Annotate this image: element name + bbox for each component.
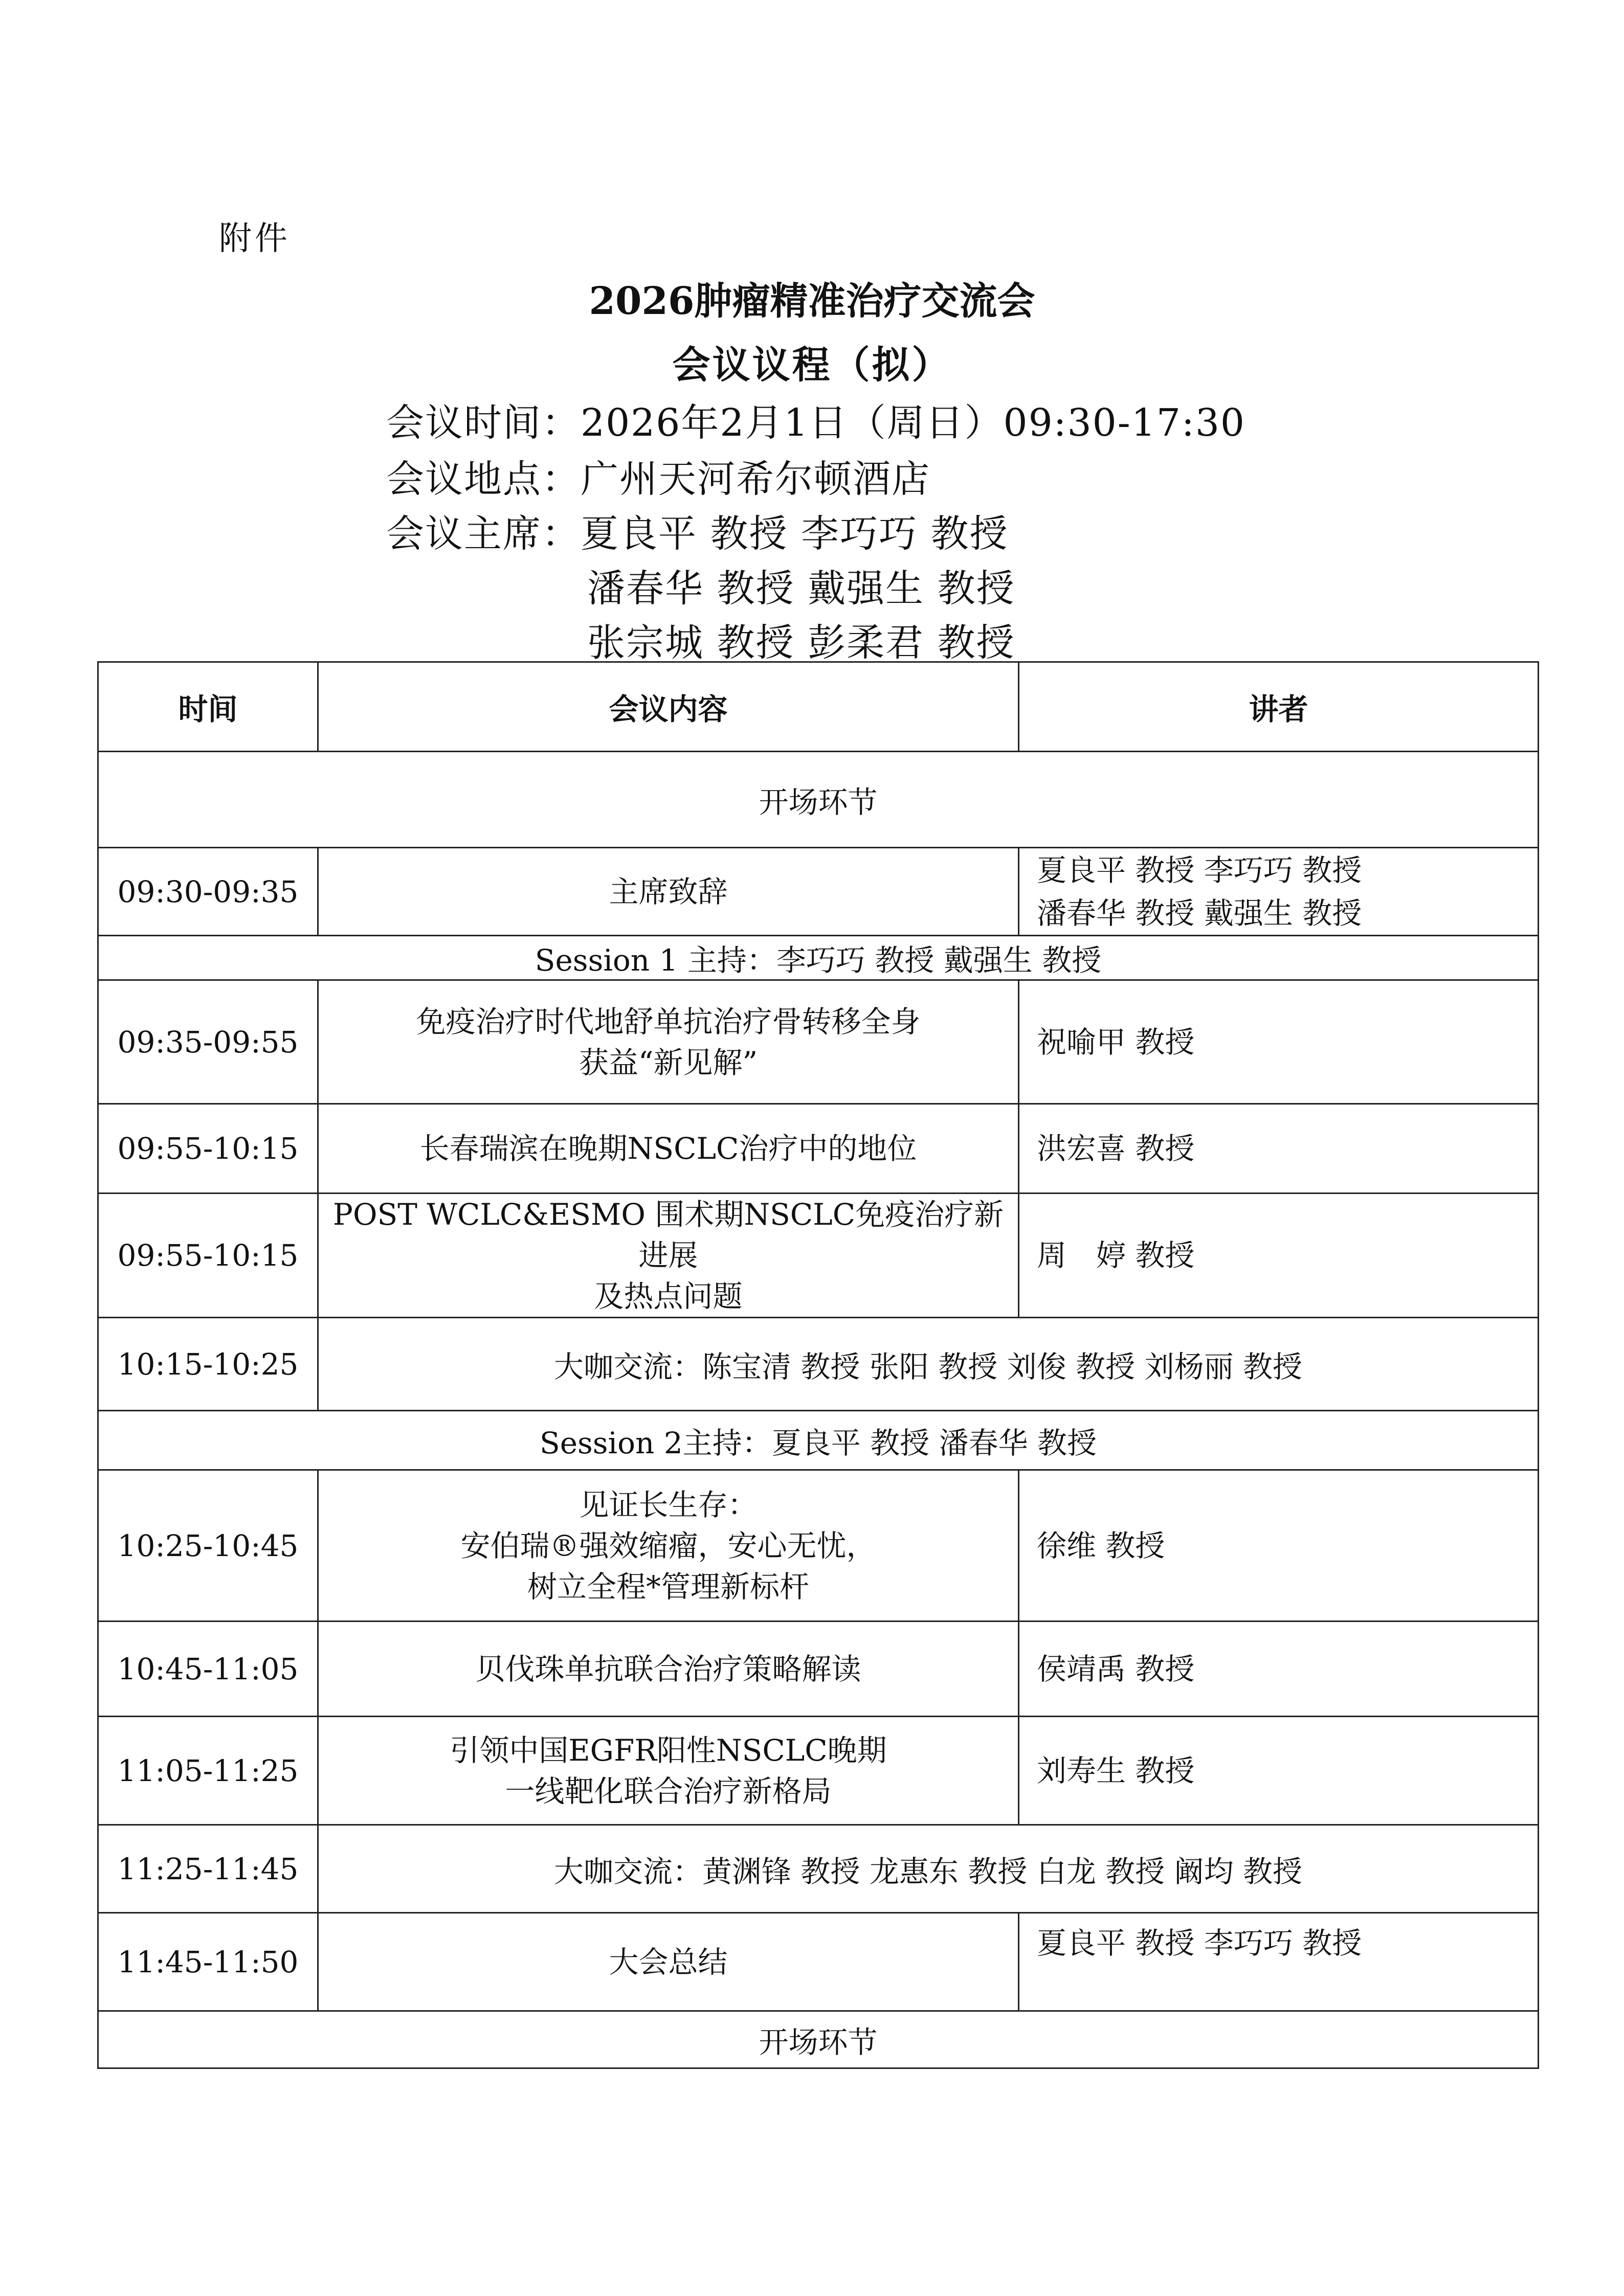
time-cell: 10:25-10:45 bbox=[98, 1470, 318, 1622]
meeting-chairs-line-3: 张宗城 教授 彭柔君 教授 bbox=[587, 621, 1015, 665]
time-cell: 11:45-11:50 bbox=[98, 1913, 318, 2011]
topic-cell bbox=[318, 1194, 1019, 1318]
section-title: 开场环节 bbox=[98, 752, 1539, 848]
time-cell: 11:25-11:45 bbox=[98, 1825, 318, 1913]
time-cell: 10:15-10:25 bbox=[98, 1318, 318, 1411]
topic-line: 获益“新见解” bbox=[579, 1045, 758, 1080]
topic-cell bbox=[318, 1470, 1019, 1622]
speaker-cell: 刘寿生 教授 bbox=[1019, 1717, 1539, 1825]
header-speaker: 讲者 bbox=[1019, 662, 1539, 752]
speaker-cell: 徐维 教授 bbox=[1019, 1470, 1539, 1622]
table-row bbox=[98, 1470, 1539, 1622]
speaker-cell: 洪宏喜 教授 bbox=[1019, 1104, 1539, 1194]
table-row bbox=[98, 1913, 1539, 2011]
meeting-time: 会议时间：2026年2月1日（周日）09:30-17:30 bbox=[386, 401, 1246, 445]
table-row bbox=[98, 1104, 1539, 1194]
speaker-cell: 周 婷 教授 bbox=[1019, 1194, 1539, 1318]
topic-line: 树立全程*管理新标杆 bbox=[527, 1569, 809, 1604]
topic-line: 一线靶化联合治疗新格局 bbox=[505, 1773, 832, 1809]
panel-discussion: 大咖交流：黄渊锋 教授 龙惠东 教授 白龙 教授 阚均 教授 bbox=[318, 1825, 1539, 1913]
time-cell: 10:45-11:05 bbox=[98, 1622, 318, 1717]
time-cell: 09:30-09:35 bbox=[98, 848, 318, 936]
section-row-closing bbox=[98, 2011, 1539, 2068]
time-cell: 11:05-11:25 bbox=[98, 1717, 318, 1825]
speaker-cell: 夏良平 教授 李巧巧 教授 bbox=[1019, 1913, 1539, 2011]
header-time: 时间 bbox=[98, 662, 318, 752]
page-title: 2026肿瘤精准治疗交流会 bbox=[589, 279, 1035, 323]
topic-line: 安伯瑞®强效缩瘤，安心无忧， bbox=[460, 1528, 876, 1563]
topic-cell bbox=[318, 1717, 1019, 1825]
topic-cell: 主席致辞 bbox=[318, 848, 1019, 936]
panel-row bbox=[98, 1825, 1539, 1913]
panel-row bbox=[98, 1318, 1539, 1411]
page-subtitle: 会议议程（拟） bbox=[672, 343, 952, 387]
header-content: 会议内容 bbox=[318, 662, 1019, 752]
table-header-row bbox=[98, 662, 1539, 752]
topic-line: 引领中国EGFR阳性NSCLC晚期 bbox=[450, 1732, 887, 1768]
topic-cell: 贝伐珠单抗联合治疗策略解读 bbox=[318, 1622, 1019, 1717]
session-row-1 bbox=[98, 936, 1539, 980]
topic-cell: 大会总结 bbox=[318, 1913, 1019, 2011]
section-row-opening bbox=[98, 752, 1539, 848]
table-row bbox=[98, 848, 1539, 936]
agenda-table bbox=[97, 661, 1539, 2069]
table-row bbox=[98, 980, 1539, 1104]
panel-discussion: 大咖交流：陈宝清 教授 张阳 教授 刘俊 教授 刘杨丽 教授 bbox=[318, 1318, 1539, 1411]
session-1-title: Session 1 主持：李巧巧 教授 戴强生 教授 bbox=[98, 936, 1539, 980]
session-2-title: Session 2主持：夏良平 教授 潘春华 教授 bbox=[98, 1411, 1539, 1470]
time-cell: 09:35-09:55 bbox=[98, 980, 318, 1104]
speaker-line: 夏良平 教授 李巧巧 教授 bbox=[1037, 852, 1362, 888]
time-cell: 09:55-10:15 bbox=[98, 1194, 318, 1318]
table-row bbox=[98, 1717, 1539, 1825]
speaker-cell: 侯靖禹 教授 bbox=[1019, 1622, 1539, 1717]
topic-cell bbox=[318, 980, 1019, 1104]
topic-line: 及热点问题 bbox=[594, 1279, 743, 1314]
speaker-cell: 祝喻甲 教授 bbox=[1019, 980, 1539, 1104]
table-row bbox=[98, 1622, 1539, 1717]
topic-line: 免疫治疗时代地舒单抗治疗骨转移全身 bbox=[416, 1004, 921, 1039]
speaker-line: 潘春华 教授 戴强生 教授 bbox=[1037, 895, 1362, 931]
speaker-cell bbox=[1019, 848, 1539, 936]
time-cell: 09:55-10:15 bbox=[98, 1104, 318, 1194]
meeting-chairs-line-2: 潘春华 教授 戴强生 教授 bbox=[587, 567, 1015, 611]
table-row bbox=[98, 1194, 1539, 1318]
session-row-2 bbox=[98, 1411, 1539, 1470]
topic-line: 见证长生存： bbox=[579, 1487, 758, 1522]
section-title: 开场环节 bbox=[98, 2011, 1539, 2068]
meeting-place: 会议地点：广州天河希尔顿酒店 bbox=[386, 457, 930, 501]
topic-line: POST WCLC&ESMO 围术期NSCLC免疫治疗新进展 bbox=[332, 1197, 1004, 1273]
topic-cell: 长春瑞滨在晚期NSCLC治疗中的地位 bbox=[318, 1104, 1019, 1194]
attachment-label: 附件 bbox=[219, 220, 291, 258]
meeting-chairs-line-1: 会议主席：夏良平 教授 李巧巧 教授 bbox=[386, 512, 1009, 556]
